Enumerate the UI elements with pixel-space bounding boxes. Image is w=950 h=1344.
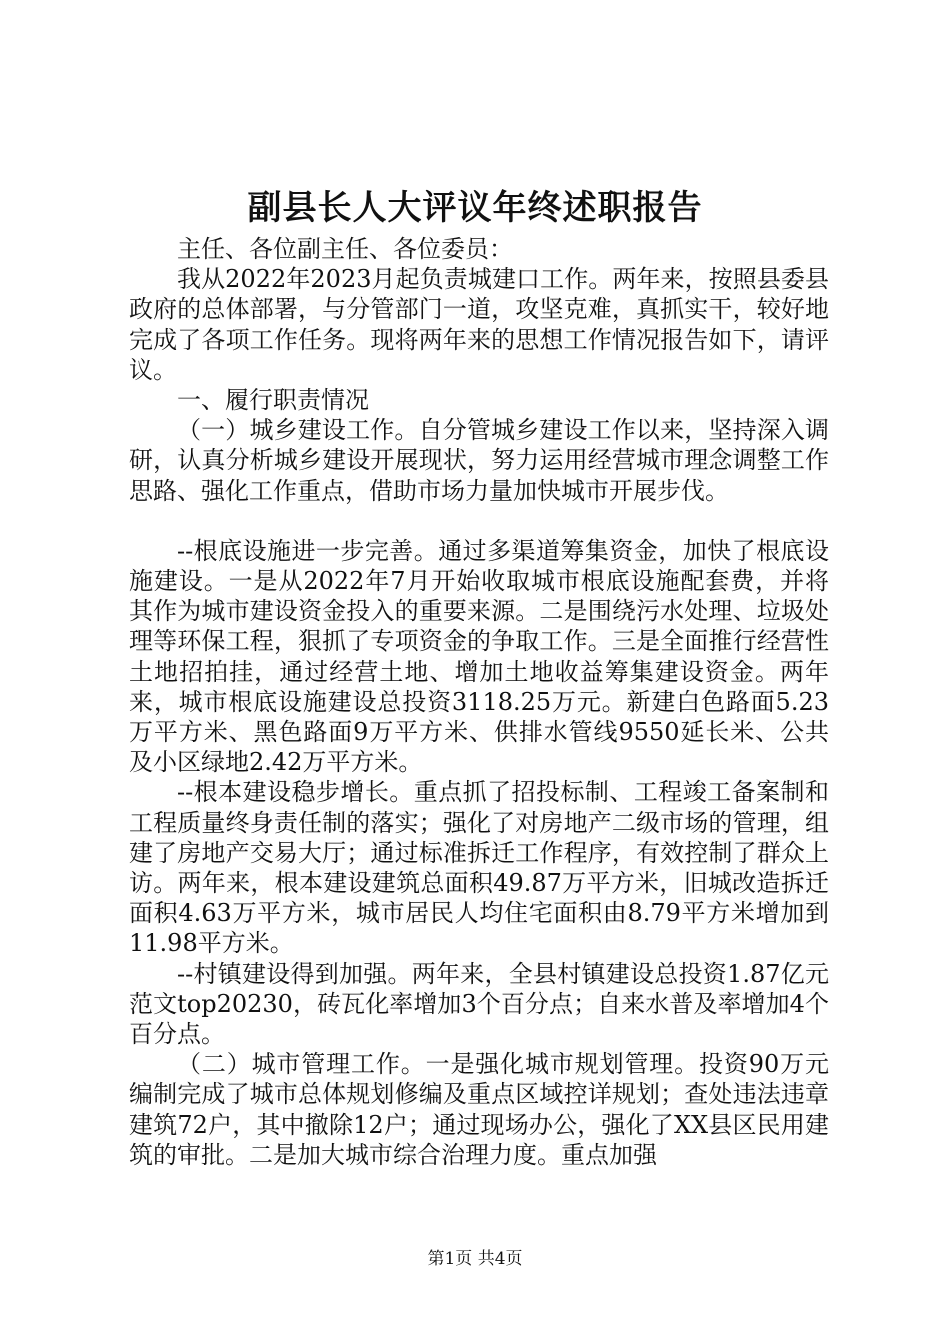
salutation-paragraph: 主任、各位副主任、各位委员：: [177, 235, 513, 263]
city-management-paragraph: （二）城市管理工作。一是强化城市规划管理。投资90万元编制完成了城市总体规划修编及重点区域控详规划；查处违法违章建筑72户，其中撤除12户；通过现场办公，强化了XX县区民用建筑的审批。二是加大城市综合治理力度。重点加强: [129, 1050, 829, 1169]
urban-rural-construction-paragraph: （一）城乡建设工作。自分管城乡建设工作以来，坚持深入调研，认真分析城乡建设开展现状，努力运用经营城市理念调整工作思路、强化工作重点，借助市场力量加快城市开展步伐。: [129, 416, 829, 505]
infrastructure-paragraph: --根底设施进一步完善。通过多渠道筹集资金，加快了根底设施建设。一是从2022年7月开始收取城市根底设施配套费，并将其作为城市建设资金投入的重要来源。二是围绕污水处理、垃圾处理等环保工程，狠抓了专项资金的争取工作。三是全面推行经营性土地招拍挂，通过经营土地、增加土地收益筹集建设资金。两年来，城市根底设施建设总投资3118.25万元。新建白色路面5.23万平方米、黑色路面9万平方米、供排水管线9550延长米、公共及小区绿地2.42万平方米。: [129, 536, 829, 777]
document-title: 副县长人大评议年终述职报告: [247, 188, 703, 228]
basic-construction-paragraph: --根本建设稳步增长。重点抓了招投标制、工程竣工备案制和工程质量终身责任制的落实；强化了对房地产二级市场的管理，组建了房地产交易大厅；通过标准拆迁工作程序，有效控制了群众上访。两年来，根本建设建筑总面积49.87万平方米，旧城改造拆迁面积4.63万平方米，城市居民人均住宅面积由8.79平方米增加到11.98平方米。: [129, 778, 829, 958]
intro-paragraph: 我从2022年2023月起负责城建口工作。两年来，按照县委县政府的总体部署，与分管部门一道，攻坚克难，真抓实干，较好地完成了各项工作任务。现将两年来的思想工作情况报告如下，请评议。: [129, 265, 829, 384]
section-heading-duties: 一、履行职责情况: [177, 386, 369, 415]
village-construction-paragraph: --村镇建设得到加强。两年来，全县村镇建设总投资1.87亿元范文top20230，砖瓦化率增加3个百分点；自来水普及率增加4个百分点。: [129, 959, 829, 1049]
document-body: [129, 234, 829, 1170]
page-footer: 第1页 共4页: [427, 1249, 523, 1269]
